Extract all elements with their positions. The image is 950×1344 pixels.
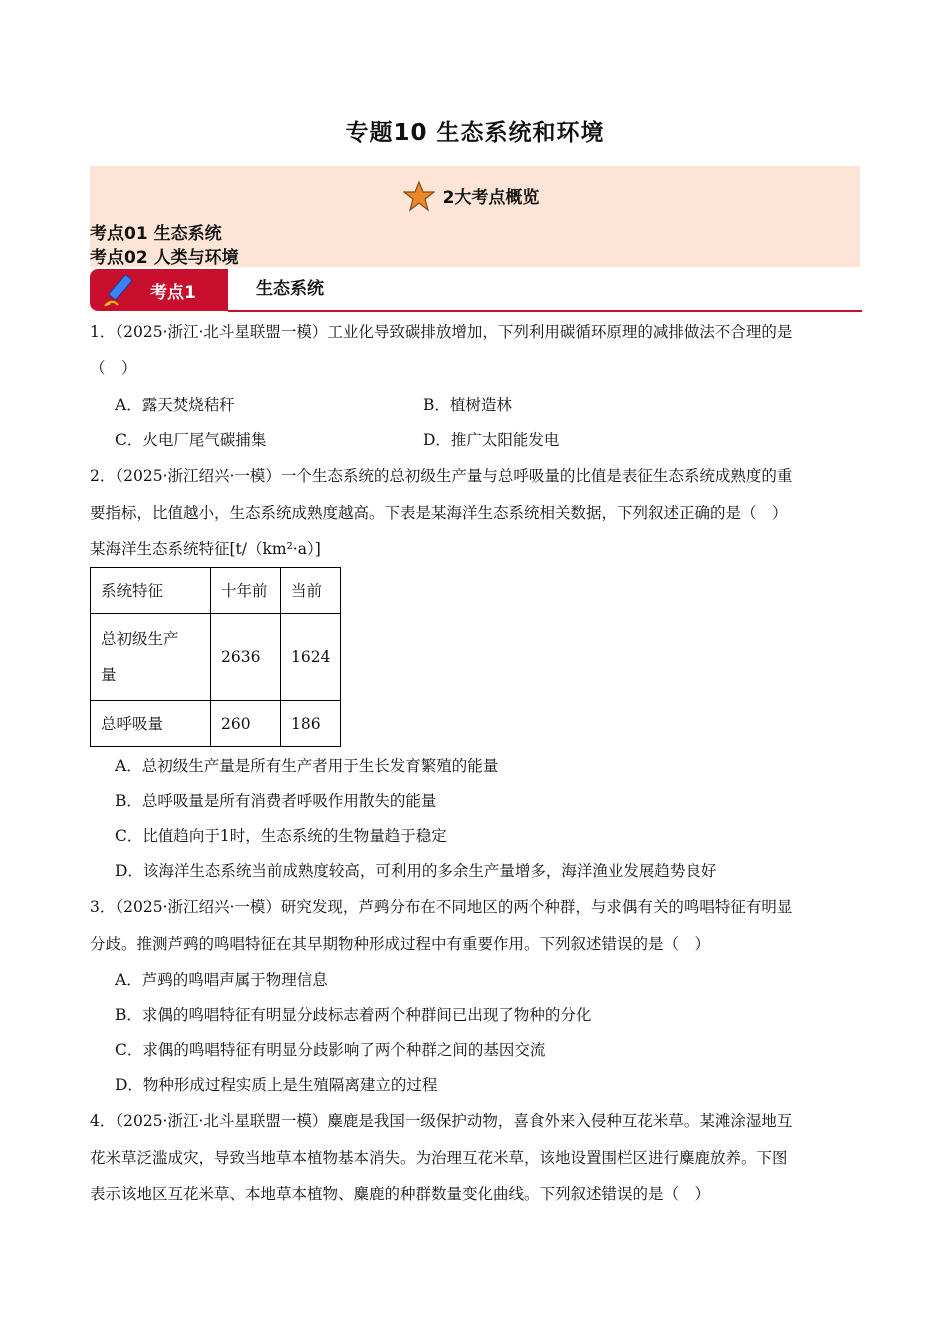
q4-line-1: 4．（2025·浙江·北斗星联盟一模）麋鹿是我国一级保护动物，喜食外来入侵种互花米草。某滩涂湿地互 [90, 1112, 793, 1130]
page-title: 专题10 生态系统和环境 [345, 120, 605, 146]
q4-line-3: 表示该地区互花米草、本地草本植物、麋鹿的种群数量变化曲线。下列叙述错误的是（ ） [90, 1185, 711, 1203]
star-icon [403, 180, 435, 212]
q2-line-2: 要指标，比值越小，生态系统成熟度越高。下表是某海洋生态系统相关数据，下列叙述正确的是（ ） [90, 504, 788, 522]
section-header [90, 269, 862, 313]
q1-line-1: 1．（2025·浙江·北斗星联盟一模）工业化导致碳排放增加，下列利用碳循环原理的减排做法不合理的是 [90, 323, 793, 341]
q1-option-c: C．火电厂尾气碳捕集 [115, 431, 267, 449]
section-name: 生态系统 [256, 279, 324, 299]
q2-option-d: D．该海洋生态系统当前成熟度较高，可利用的多余生产量增多，海洋渔业发展趋势良好 [115, 862, 717, 880]
q2-option-b: B．总呼吸量是所有消费者呼吸作用散失的能量 [115, 792, 437, 810]
q3-line-2: 分歧。推测芦鹀的鸣唱特征在其早期物种形成过程中有重要作用。下列叙述错误的是（ ） [90, 935, 711, 953]
q1-option-d: D．推广太阳能发电 [423, 431, 560, 449]
table-cell: 186 [281, 701, 341, 747]
q3-option-a: A．芦鹀的鸣唱声属于物理信息 [115, 971, 328, 989]
overview-heading-row [90, 183, 860, 208]
table-row [91, 701, 341, 747]
overview-point-1: 考点01 生态系统 [90, 224, 222, 244]
q4-line-2: 花米草泛滥成灾，导致当地草本植物基本消失。为治理互花米草，该地设置围栏区进行麋鹿放养。下图 [90, 1149, 788, 1167]
table-cell: 260 [211, 701, 281, 747]
data-table [90, 567, 341, 747]
section-tab [90, 269, 228, 311]
table-cell-label: 总呼吸量 [91, 701, 211, 747]
q1-line-2: （ ） [90, 359, 137, 377]
table-row [91, 614, 341, 701]
q2-option-a: A．总初级生产量是所有生产者用于生长发育繁殖的能量 [115, 757, 499, 775]
table-cell-label: 总初级生产 量 [91, 614, 211, 701]
table-header-cell: 十年前 [211, 568, 281, 614]
table-header-row [91, 568, 341, 614]
table-cell: 2636 [211, 614, 281, 701]
overview-heading: 2大考点概览 [442, 188, 540, 208]
q2-line-1: 2．（2025·浙江绍兴·一模）一个生态系统的总初级生产量与总呼吸量的比值是表征生态系统成熟度的重 [90, 467, 793, 485]
table-cell: 1624 [281, 614, 341, 701]
q3-option-d: D．物种形成过程实质上是生殖隔离建立的过程 [115, 1076, 438, 1094]
section-tab-label: 考点1 [150, 283, 196, 303]
overview-point-2: 考点02 人类与环境 [90, 248, 239, 268]
q3-option-c: C．求偶的鸣唱特征有明显分歧影响了两个种群之间的基因交流 [115, 1041, 546, 1059]
q1-option-a: A．露天焚烧秸秆 [115, 396, 235, 414]
q3-option-b: B．求偶的鸣唱特征有明显分歧标志着两个种群间已出现了物种的分化 [115, 1006, 592, 1024]
q3-line-1: 3．（2025·浙江绍兴·一模）研究发现，芦鹀分布在不同地区的两个种群，与求偶有关的鸣唱特征有明显 [90, 898, 793, 916]
section-divider [228, 310, 862, 312]
q2-option-c: C．比值趋向于1时，生态系统的生物量趋于稳定 [115, 827, 447, 845]
table-header-cell: 当前 [281, 568, 341, 614]
pencil-icon [102, 272, 138, 308]
overview-box [90, 166, 860, 267]
table-header-cell: 系统特征 [91, 568, 211, 614]
table-caption: 某海洋生态系统特征[t/（km²·a）] [90, 540, 321, 558]
q1-option-b: B．植树造林 [423, 396, 512, 414]
